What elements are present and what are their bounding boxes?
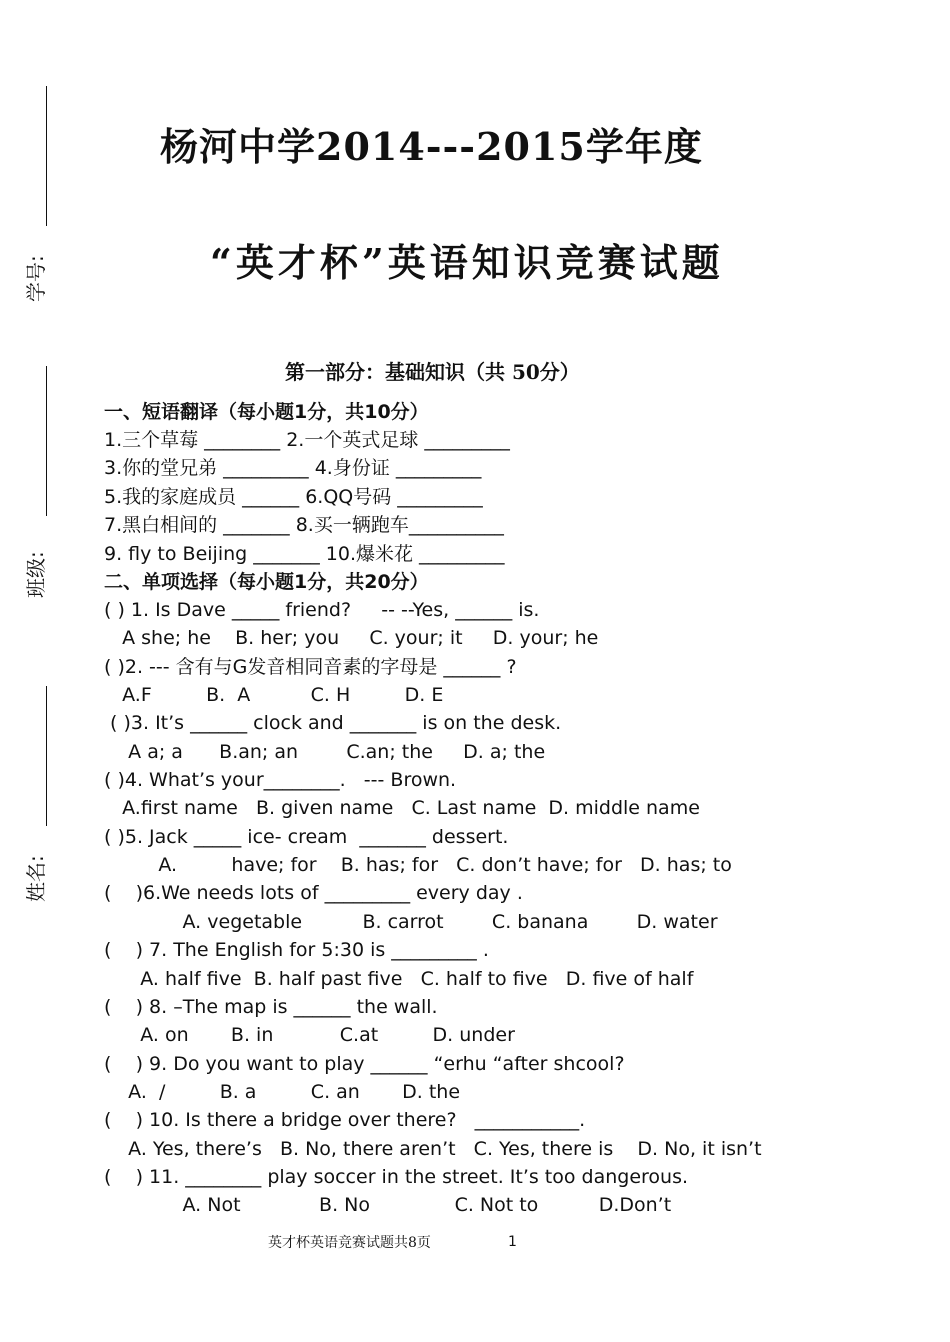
section1-row: 9. fly to Beijing _______ 10.爆米花 _________: [104, 543, 505, 565]
question-row: ( )4. What’s your________. --- Brown.: [104, 769, 457, 791]
question-row: ( ) 1. Is Dave _____ friend? -- --Yes, ______ is.: [104, 599, 540, 621]
section2-heading: 二、单项选择（每小题1分，共20分）: [104, 571, 429, 593]
student-no-line: [46, 86, 47, 226]
options-row: A. half five B. half past five C. half to five D. five of half: [104, 968, 694, 990]
section1-row: 5.我的家庭成员 ______ 6.QQ号码 _________: [104, 486, 483, 508]
section1-heading: 一、短语翻译（每小题1分，共10分）: [104, 401, 429, 423]
question-row: ( ) 7. The English for 5:30 is _________ .: [104, 939, 489, 961]
question-row: ( )3. It’s ______ clock and _______ is on the desk.: [104, 712, 562, 734]
name-label: 姓名:: [24, 855, 48, 902]
question-row: ( )6.We needs lots of _________ every day .: [104, 882, 523, 904]
question-row: ( ) 9. Do you want to play ______ “erhu “after shcool?: [104, 1053, 625, 1075]
page-number: 1: [508, 1234, 517, 1250]
options-row: A a; a B.an; an C.an; the D. a; the: [104, 741, 546, 763]
question-row: ( ) 8. –The map is ______ the wall.: [104, 996, 438, 1018]
section1-row: 3.你的堂兄弟 _________ 4.身份证 _________: [104, 457, 482, 479]
class-line: [46, 366, 47, 516]
section1-row: 7.黑白相间的 _______ 8.买一辆跑车__________: [104, 514, 504, 536]
section1-row: 1.三个草莓 ________ 2.一个英式足球 _________: [104, 429, 510, 451]
class-label: 班级:: [24, 551, 48, 598]
footer-text: 英才杯英语竞赛试题共8页: [268, 1235, 431, 1251]
options-row: A. Yes, there’s B. No, there aren’t C. Yes, there is D. No, it isn’t: [104, 1138, 762, 1160]
student-no-label: 学号:: [24, 255, 48, 302]
options-row: A. on B. in C.at D. under: [104, 1024, 515, 1046]
options-row: A.F B. A C. H D. E: [104, 684, 444, 706]
part1-heading: 第一部分：基础知识（共 50分）: [285, 360, 580, 384]
question-row: ( ) 10. Is there a bridge over there? ___________.: [104, 1109, 586, 1131]
options-row: A. Not B. No C. Not to D.Don’t: [104, 1194, 672, 1216]
options-row: A. vegetable B. carrot C. banana D. water: [104, 911, 718, 933]
question-row: ( ) 11. ________ play soccer in the street. It’s too dangerous.: [104, 1166, 689, 1188]
options-row: A she; he B. her; you C. your; it D. your; he: [104, 627, 599, 649]
question-row: ( )2. --- 含有与G发音相同音素的字母是 ______ ?: [104, 656, 517, 678]
options-row: A. have; for B. has; for C. don’t have; for D. has; to: [104, 854, 732, 876]
options-row: A.first name B. given name C. Last name D. middle name: [104, 797, 700, 819]
question-row: ( )5. Jack _____ ice- cream _______ dessert.: [104, 826, 509, 848]
exam-title-line2: “英才杯”英语知识竞赛试题: [210, 240, 724, 285]
options-row: A. / B. a C. an D. the: [104, 1081, 461, 1103]
name-line: [46, 686, 47, 826]
exam-title-line1: 杨河中学2014---2015学年度: [160, 124, 703, 169]
